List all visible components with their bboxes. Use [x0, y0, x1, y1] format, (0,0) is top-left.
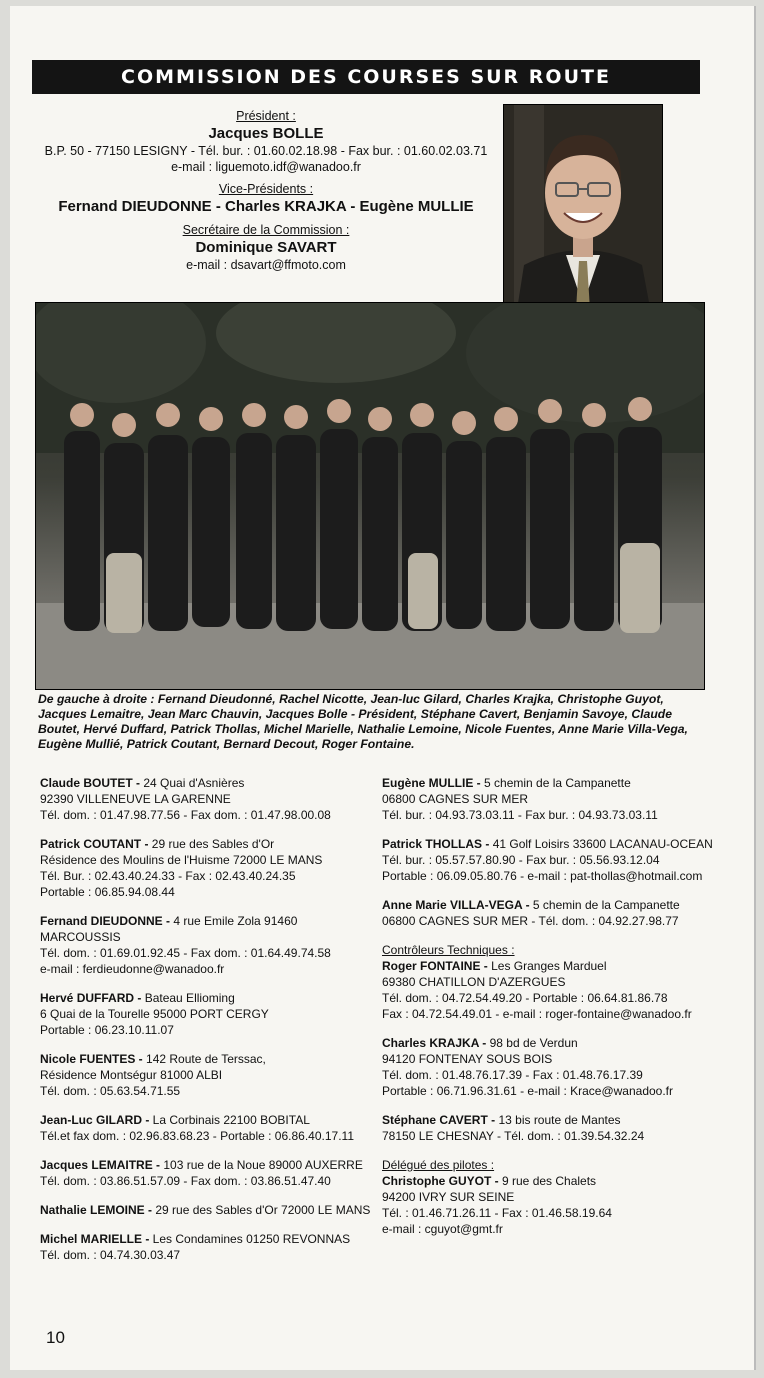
contact-name: Charles KRAJKA - [382, 1036, 487, 1050]
page-number: 10 [46, 1328, 65, 1347]
contact-entry [382, 1112, 722, 1144]
contact-name: Hervé DUFFARD - [40, 991, 142, 1005]
photo-caption: De gauche à droite : Fernand Dieudonné, Rachel Nicotte, Jean-luc Gilard, Charles Krajka, Christophe Guyot, Jacques Lemaitre, Jean Marc Chauvin, Jacques Bolle - Président, Stéphane Cavert, Benjamin Savoye, Claude Boutet, Hervé Duffard, Patrick Thollas, Michel Marielle, Nathalie Lemoine, Nicole Fuentes, Anne Marie Villa-Vega, Eugène Mullié, Patrick Coutant, Bernard Decout, Roger Fontaine. [38, 692, 688, 751]
contact-name: Anne Marie VILLA-VEGA - [382, 898, 530, 912]
contact-line: e-mail : ferdieudonne@wanadoo.fr [40, 962, 225, 976]
contact-line: Tél. dom. : 04.72.54.49.20 - Portable : 06.64.81.86.78 [382, 991, 668, 1005]
contact-name: Patrick COUTANT - [40, 837, 149, 851]
vice-names: Fernand DIEUDONNE - Charles KRAJKA - Eugène MULLIE [58, 198, 474, 215]
contact-line: Portable : 06.85.94.08.44 [40, 885, 175, 899]
president-role: Président : [236, 109, 296, 123]
contact-line: 4 rue Emile Zola 91460 MARCOUSSIS [40, 914, 298, 944]
contact-line: 06800 CAGNES SUR MER [382, 792, 529, 806]
contact-name: Roger FONTAINE - [382, 959, 488, 973]
contact-line: Tél. dom. : 04.74.30.03.47 [40, 1248, 181, 1262]
section-label: Contrôleurs Techniques : [382, 943, 515, 957]
contact-line: Tél. : 01.46.71.26.11 - Fax : 01.46.58.19.64 [382, 1206, 612, 1220]
contact-entry [382, 897, 722, 929]
contact-line: 5 chemin de la Campanette [480, 776, 631, 790]
secretary-email: e-mail : dsavart@ffmoto.com [186, 258, 346, 272]
contact-entry [40, 913, 380, 977]
contact-name: Nathalie LEMOINE - [40, 1203, 153, 1217]
contact-entry [40, 836, 380, 900]
contact-line: Tél. dom. : 01.48.76.17.39 - Fax : 01.48.76.17.39 [382, 1068, 643, 1082]
contact-line: 29 rue des Sables d'Or [148, 837, 275, 851]
contact-line: 69380 CHATILLON D'AZERGUES [382, 975, 566, 989]
contact-line: 92390 VILLENEUVE LA GARENNE [40, 792, 231, 806]
president-address: B.P. 50 - 77150 LESIGNY - Tél. bur. : 01.60.02.18.98 - Fax bur. : 01.60.02.03.71 [44, 144, 488, 158]
section-label: Délégué des pilotes : [382, 1158, 495, 1172]
contact-entry [40, 775, 380, 823]
contact-line: 24 Quai d'Asnières [140, 776, 245, 790]
contact-entry [40, 990, 380, 1038]
section-title: COMMISSION DES COURSES SUR ROUTE [32, 60, 700, 94]
contact-entry [382, 836, 722, 884]
contact-line: 5 chemin de la Campanette [529, 898, 680, 912]
secretary-name: Dominique SAVART [195, 239, 337, 256]
contact-line: La Corbinais 22100 BOBITAL [149, 1113, 310, 1127]
contact-line: Portable : 06.71.96.31.61 - e-mail : Krace@wanadoo.fr [382, 1084, 674, 1098]
contact-line: Portable : 06.09.05.80.76 - e-mail : pat-thollas@hotmail.com [382, 869, 703, 883]
contact-line: Tél. Bur. : 02.43.40.24.33 - Fax : 02.43.40.24.35 [40, 869, 296, 883]
contact-line: Fax : 04.72.54.49.01 - e-mail : roger-fontaine@wanadoo.fr [382, 1007, 692, 1021]
contact-name: Eugène MULLIE - [382, 776, 481, 790]
contact-line: e-mail : cguyot@gmt.fr [382, 1222, 503, 1236]
vice-role: Vice-Présidents : [218, 182, 314, 196]
contact-entry [40, 1231, 380, 1263]
president-email: e-mail : liguemoto.idf@wanadoo.fr [171, 160, 361, 174]
contact-line: Tél. dom. : 03.86.51.57.09 - Fax dom. : 03.86.51.47.40 [40, 1174, 331, 1188]
contact-line: Bateau Ellioming [141, 991, 235, 1005]
contact-line: 142 Route de Terssac, [142, 1052, 266, 1066]
contact-line: Tél. bur. : 04.93.73.03.11 - Fax bur. : 04.93.73.03.11 [382, 808, 658, 822]
contact-name: Fernand DIEUDONNE - [40, 914, 171, 928]
contact-entry [40, 1202, 380, 1218]
contact-line: 29 rue des Sables d'Or 72000 LE MANS [152, 1203, 371, 1217]
contact-line: 41 Golf Loisirs 33600 LACANAU-OCEAN [489, 837, 713, 851]
contact-line: 6 Quai de la Tourelle 95000 PORT CERGY [40, 1007, 269, 1021]
contact-line: Tél. dom. : 01.47.98.77.56 - Fax dom. : 01.47.98.00.08 [40, 808, 331, 822]
contact-name: Patrick THOLLAS - [382, 837, 490, 851]
contact-entry [40, 1112, 380, 1144]
contact-name: Christophe GUYOT - [382, 1174, 499, 1188]
contact-name: Claude BOUTET - [40, 776, 141, 790]
contact-line: Tél. dom. : 05.63.54.71.55 [40, 1084, 181, 1098]
contact-line: Les Condamines 01250 REVONNAS [149, 1232, 351, 1246]
contact-line: 13 bis route de Mantes [495, 1113, 621, 1127]
contact-line: 94200 IVRY SUR SEINE [382, 1190, 515, 1204]
contact-line: 94120 FONTENAY SOUS BOIS [382, 1052, 553, 1066]
contacts-right-column [382, 775, 722, 1250]
contact-line: Les Granges Marduel [487, 959, 607, 973]
contact-line: Tél. bur. : 05.57.57.80.90 - Fax bur. : 05.56.93.12.04 [382, 853, 660, 867]
contact-line: 78150 LE CHESNAY - Tél. dom. : 01.39.54.32.24 [382, 1129, 645, 1143]
president-name: Jacques BOLLE [208, 125, 324, 142]
contact-line: Résidence Montségur 81000 ALBI [40, 1068, 223, 1082]
contact-name: Stéphane CAVERT - [382, 1113, 496, 1127]
contact-name: Jean-Luc GILARD - [40, 1113, 150, 1127]
contact-line: Portable : 06.23.10.11.07 [40, 1023, 174, 1037]
contact-entry [382, 775, 722, 823]
contact-line: 103 rue de la Noue 89000 AUXERRE [160, 1158, 363, 1172]
contact-entry [382, 1157, 722, 1237]
contact-line: 06800 CAGNES SUR MER - Tél. dom. : 04.92.27.98.77 [382, 914, 679, 928]
contact-name: Nicole FUENTES - [40, 1052, 143, 1066]
contact-name: Michel MARIELLE - [40, 1232, 150, 1246]
contact-name: Jacques LEMAITRE - [40, 1158, 161, 1172]
contacts-left-column [40, 775, 380, 1276]
president-portrait [503, 104, 663, 330]
contact-line: Tél. dom. : 01.69.01.92.45 - Fax dom. : 01.64.49.74.58 [40, 946, 331, 960]
officers-block [32, 108, 500, 273]
contact-entry [382, 942, 722, 1022]
contact-entry [40, 1051, 380, 1099]
contact-entry [40, 1157, 380, 1189]
secretary-role: Secrétaire de la Commission : [182, 223, 350, 237]
contact-line: 9 rue des Chalets [498, 1174, 597, 1188]
contact-line: Résidence des Moulins de l'Huisme 72000 LE MANS [40, 853, 323, 867]
contact-line: Tél.et fax dom. : 02.96.83.68.23 - Portable : 06.86.40.17.11 [40, 1129, 354, 1143]
group-photo [35, 302, 705, 690]
contact-line: 98 bd de Verdun [486, 1036, 578, 1050]
contact-entry [382, 1035, 722, 1099]
